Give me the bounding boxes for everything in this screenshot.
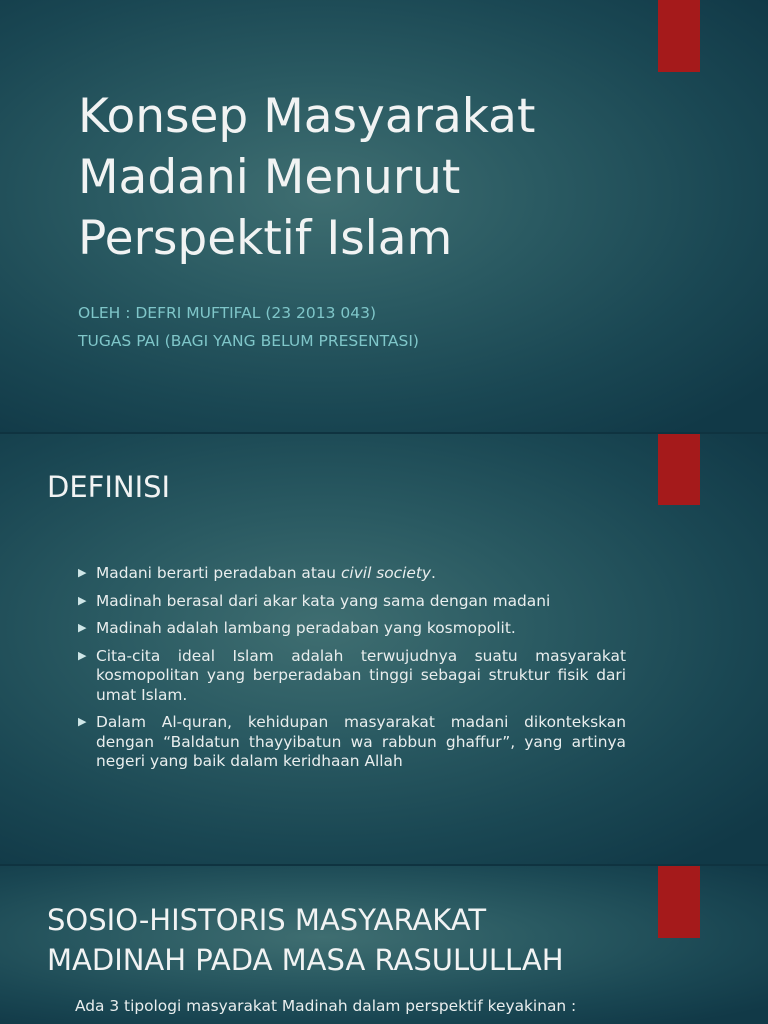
definisi-bullet-list [78, 564, 626, 780]
accent-bar [658, 0, 700, 72]
bullet-item [78, 592, 626, 612]
sosio-historis-heading [47, 900, 564, 980]
bullet-item [78, 564, 626, 584]
bullet-item [78, 713, 626, 772]
triangle-right-icon: ▶ [78, 566, 87, 579]
bullet-text-italic: civil society [340, 564, 432, 582]
slide-sosio-historis [0, 866, 768, 1024]
bullet-text: Madinah adalah lambang peradaban yang kosmopolit. [96, 619, 516, 637]
bullet-text: Madinah berasal dari akar kata yang sama dengan madani [96, 591, 551, 610]
bullet-text: Cita-cita ideal Islam adalah terwujudnya suatu masyarakat kosmopolitan yang berperadaban tinggi sebagai struktur fisik dari umat Islam. [96, 646, 626, 704]
accent-bar [658, 434, 700, 505]
triangle-right-icon: ▶ [78, 648, 87, 662]
slide-definisi [0, 434, 768, 864]
triangle-right-icon: ▶ [78, 593, 87, 607]
bullet-item [78, 647, 626, 706]
triangle-right-icon: ▶ [78, 715, 87, 728]
bullet-text: Dalam Al-quran, kehidupan masyarakat madani dikontekskan dengan “Baldatun thayyibatun wa rabbun ghaffur”, yang artinya negeri yang baik dalam keridhaan Allah [96, 713, 626, 770]
bullet-text-end: . [431, 564, 436, 582]
heading-line: MADINAH PADA MASA RASULULLAH [47, 943, 564, 977]
definisi-heading: DEFINISI [47, 470, 171, 504]
bullet-item [78, 619, 626, 639]
tipologi-intro: Ada 3 tipologi masyarakat Madinah dalam perspektif keyakinan : [75, 997, 577, 1015]
slide-title [0, 0, 768, 432]
author-line: OLEH : DEFRI MUFTIFAL (23 2013 043) [78, 304, 377, 322]
accent-bar [658, 866, 700, 938]
slide-title-heading: Konsep Masyarakat Madani Menurut Perspektif Islam [78, 89, 536, 266]
bullet-text: Madani berarti peradaban atau [96, 564, 341, 582]
triangle-right-icon: ▶ [78, 621, 87, 634]
heading-line: SOSIO-HISTORIS MASYARAKAT [47, 903, 487, 937]
assignment-line: TUGAS PAI (BAGI YANG BELUM PRESENTASI) [78, 332, 419, 350]
